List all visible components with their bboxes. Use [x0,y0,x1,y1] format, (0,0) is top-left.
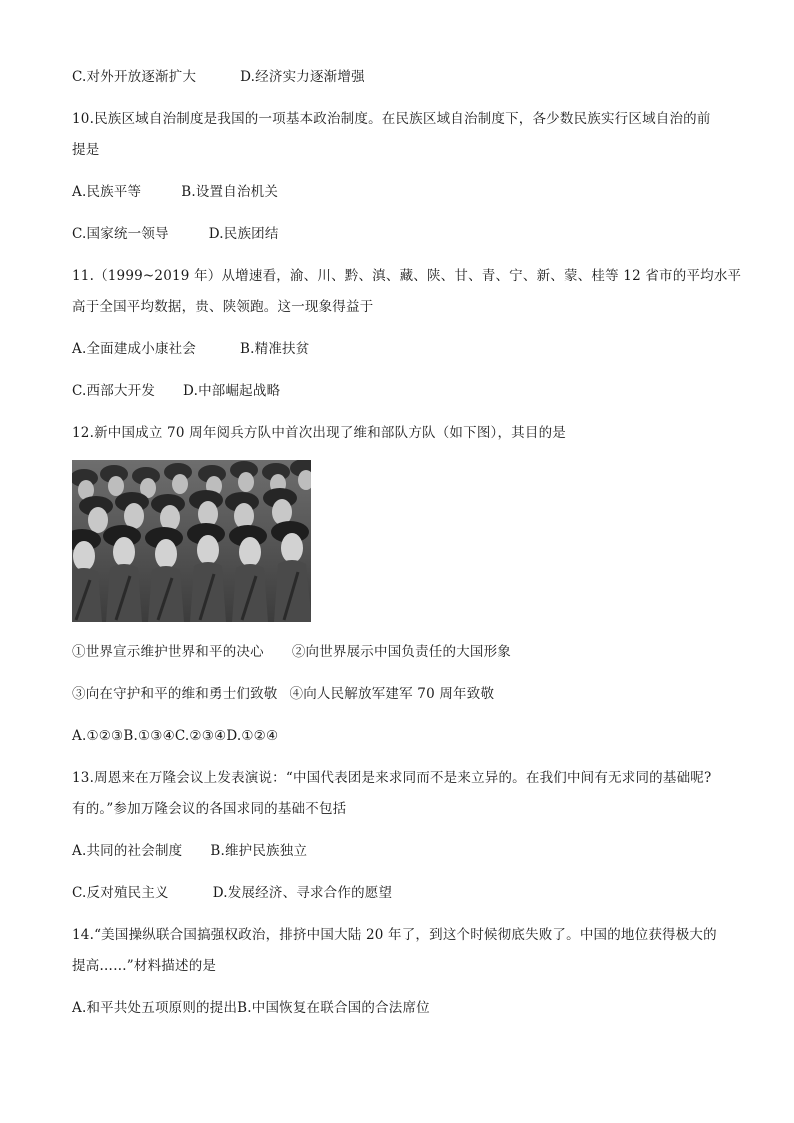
q11-option-a[interactable]: A.全面建成小康社会 [72,341,197,357]
q11-option-d[interactable]: D.中部崛起战略 [183,383,281,399]
q11-option-b[interactable]: B.精准扶贫 [240,341,310,357]
q13-option-d[interactable]: D.发展经济、寻求合作的愿望 [212,885,393,901]
q13-options-row1 [72,841,307,861]
q9-options-row [72,67,365,87]
q13-option-a[interactable]: A.共同的社会制度 [72,843,183,859]
q12-statement-1: ①世界宣示维护世界和平的决心 [72,644,264,660]
q10-option-a[interactable]: A.民族平等 [72,184,142,200]
q10-stem-line1: 10.民族区域自治制度是我国的一项基本政治制度。在民族区域自治制度下，各少数民族实行区域自治的前 [72,111,711,127]
q13-stem-line2: 有的。”参加万隆会议的各国求同的基础不包括 [72,801,347,817]
q9-option-d[interactable]: D.经济实力逐渐增强 [240,69,365,85]
q13-options-row2 [72,883,392,903]
q10-options-row1 [72,182,278,202]
peacekeeping-parade-photo [72,460,311,622]
q10-option-b[interactable]: B.设置自治机关 [181,184,279,200]
q11-options-row2 [72,381,280,401]
q12-statements-row2 [72,684,494,704]
q10-stem-line2: 提是 [72,142,100,158]
q10-option-d[interactable]: D.民族团结 [208,226,279,242]
parade-photo-illustration [72,460,311,622]
q14-stem-line2: 提高……”材料描述的是 [72,958,217,974]
q11-option-c[interactable]: C.西部大开发 [72,383,156,399]
q10-options-row2 [72,224,279,244]
q11-options-row1 [72,339,309,359]
q10-option-c[interactable]: C.国家统一领导 [72,226,169,242]
q9-option-c[interactable]: C.对外开放逐渐扩大 [72,69,197,85]
q12-options[interactable]: A.①②③B.①③④C.②③④D.①②④ [72,728,279,744]
q12-statement-2: ②向世界展示中国负责任的大国形象 [291,644,512,660]
q13-stem-line1: 13.周恩来在万隆会议上发表演说：“中国代表团是来求同而不是来立异的。在我们中间有无求同的基础呢? [72,770,712,786]
q12-stem: 12.新中国成立 70 周年阅兵方队中首次出现了维和部队方队（如下图），其目的是 [72,425,566,441]
q14-options[interactable]: A.和平共处五项原则的提出B.中国恢复在联合国的合法席位 [72,1000,430,1016]
q11-stem-line2: 高于全国平均数据，贵、陕领跑。这一现象得益于 [72,299,374,315]
q12-statement-3: ③向在守护和平的维和勇士们致敬 [72,686,278,702]
q13-option-b[interactable]: B.维护民族独立 [210,843,308,859]
q12-statement-4: ④向人民解放军建军 70 周年致敬 [289,686,495,702]
q14-stem-line1: 14.“美国操纵联合国搞强权政治，排挤中国大陆 20 年了，到这个时候彻底失败了。中国的地位获得极大的 [72,927,717,943]
q13-option-c[interactable]: C.反对殖民主义 [72,885,169,901]
q12-statements-row1 [72,642,511,662]
q11-stem-line1: 11.（1999~2019 年）从增速看，渝、川、黔、滇、藏、陕、甘、青、宁、新、蒙、桂等 12 省市的平均水平 [72,268,742,284]
